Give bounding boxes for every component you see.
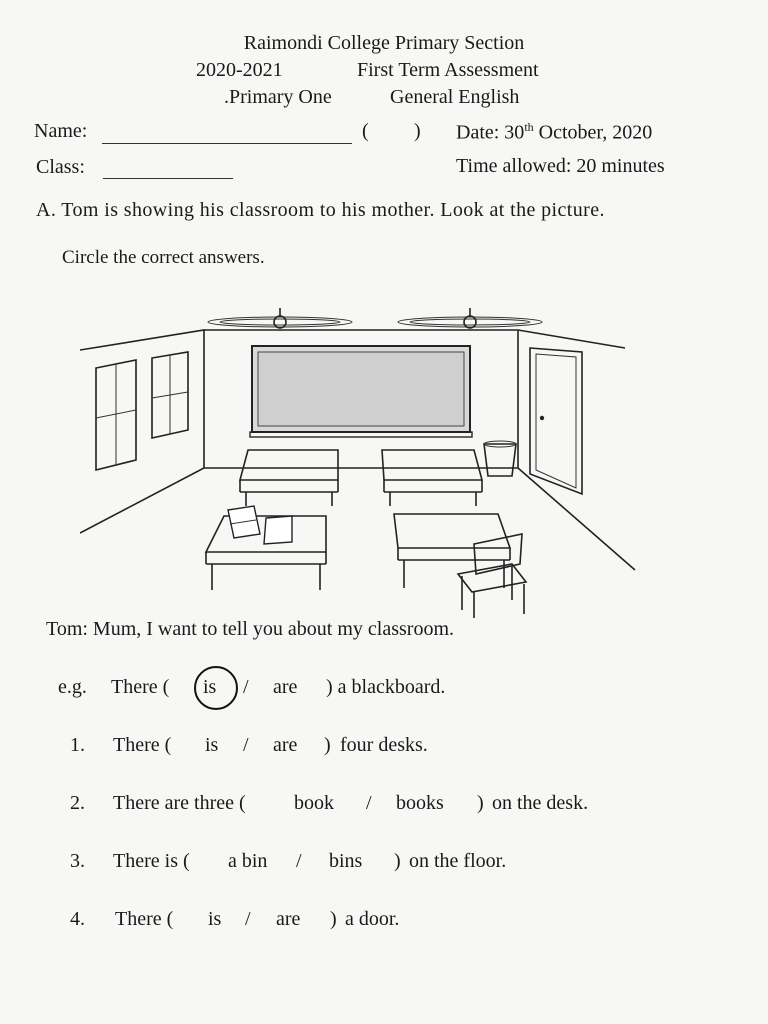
ceiling-fan-left-icon bbox=[208, 308, 352, 328]
question-4-prefix: There ( bbox=[115, 908, 174, 930]
question-3-close-paren: ) bbox=[394, 850, 401, 872]
example-label: e.g. bbox=[58, 676, 87, 698]
time-allowed: Time allowed: 20 minutes bbox=[456, 155, 665, 177]
example-option-is[interactable]: is bbox=[203, 676, 217, 698]
chair-icon bbox=[458, 534, 526, 618]
grade-level: .Primary One bbox=[224, 86, 332, 108]
question-3-suffix: on the floor. bbox=[409, 850, 507, 872]
question-4-suffix: a door. bbox=[345, 908, 400, 930]
door-icon bbox=[530, 348, 582, 494]
question-1-slash: / bbox=[243, 734, 249, 756]
example-suffix: ) a blackboard. bbox=[326, 676, 446, 698]
dialogue-line: Tom: Mum, I want to tell you about my classroom. bbox=[46, 618, 454, 640]
question-4-option-are[interactable]: are bbox=[276, 908, 301, 930]
name-label: Name: bbox=[34, 120, 88, 142]
window-right-icon bbox=[152, 352, 188, 438]
question-3-slash: / bbox=[296, 850, 302, 872]
question-4-close-paren: ) bbox=[330, 908, 337, 930]
blackboard-icon bbox=[250, 346, 472, 437]
window-left-icon bbox=[96, 360, 136, 470]
desk-back-left-icon bbox=[240, 450, 338, 506]
date-label: Date: 30th October, 2020 bbox=[456, 120, 653, 144]
question-2-slash: / bbox=[366, 792, 372, 814]
question-2-close-paren: ) bbox=[477, 792, 484, 814]
question-2-suffix: on the desk. bbox=[492, 792, 589, 814]
bin-icon bbox=[484, 441, 516, 476]
example-prefix: There ( bbox=[111, 676, 170, 698]
school-year: 2020-2021 bbox=[196, 59, 283, 81]
subject-name: General English bbox=[390, 86, 520, 108]
assessment-term: First Term Assessment bbox=[357, 59, 539, 81]
desk-front-left-icon bbox=[206, 506, 326, 590]
school-title: Raimondi College Primary Section bbox=[243, 32, 525, 54]
class-field[interactable] bbox=[103, 177, 233, 179]
class-number-open-paren: ( bbox=[362, 120, 369, 142]
classroom-illustration bbox=[80, 298, 650, 618]
question-1-prefix: There ( bbox=[113, 734, 172, 756]
book-icon bbox=[264, 516, 292, 544]
question-4-slash: / bbox=[245, 908, 251, 930]
question-2-prefix: There are three ( bbox=[113, 792, 246, 814]
section-a-sub-instruction: Circle the correct answers. bbox=[62, 247, 265, 268]
question-3-option-bins[interactable]: bins bbox=[329, 850, 363, 872]
example-slash: / bbox=[243, 676, 249, 698]
question-1-option-is[interactable]: is bbox=[205, 734, 219, 756]
ceiling-fan-right-icon bbox=[398, 308, 542, 328]
example-option-are[interactable]: are bbox=[273, 676, 298, 698]
question-2-number: 2. bbox=[70, 792, 85, 814]
question-3-option-a-bin[interactable]: a bin bbox=[228, 850, 268, 872]
question-1-suffix: four desks. bbox=[340, 734, 428, 756]
class-label: Class: bbox=[36, 156, 85, 178]
question-4-number: 4. bbox=[70, 908, 85, 930]
section-a-instruction: A. Tom is showing his classroom to his mother. Look at the picture. bbox=[36, 199, 605, 221]
question-2-option-book[interactable]: book bbox=[294, 792, 334, 814]
question-2-option-books[interactable]: books bbox=[396, 792, 444, 814]
name-field[interactable] bbox=[102, 142, 352, 144]
desk-front-right-icon bbox=[394, 514, 510, 588]
question-1-number: 1. bbox=[70, 734, 85, 756]
desk-back-right-icon bbox=[382, 450, 482, 506]
question-1-option-are[interactable]: are bbox=[273, 734, 298, 756]
class-number-close-paren: ) bbox=[414, 120, 421, 142]
question-1-close-paren: ) bbox=[324, 734, 331, 756]
question-4-option-is[interactable]: is bbox=[208, 908, 222, 930]
question-3-prefix: There is ( bbox=[113, 850, 190, 872]
question-3-number: 3. bbox=[70, 850, 85, 872]
